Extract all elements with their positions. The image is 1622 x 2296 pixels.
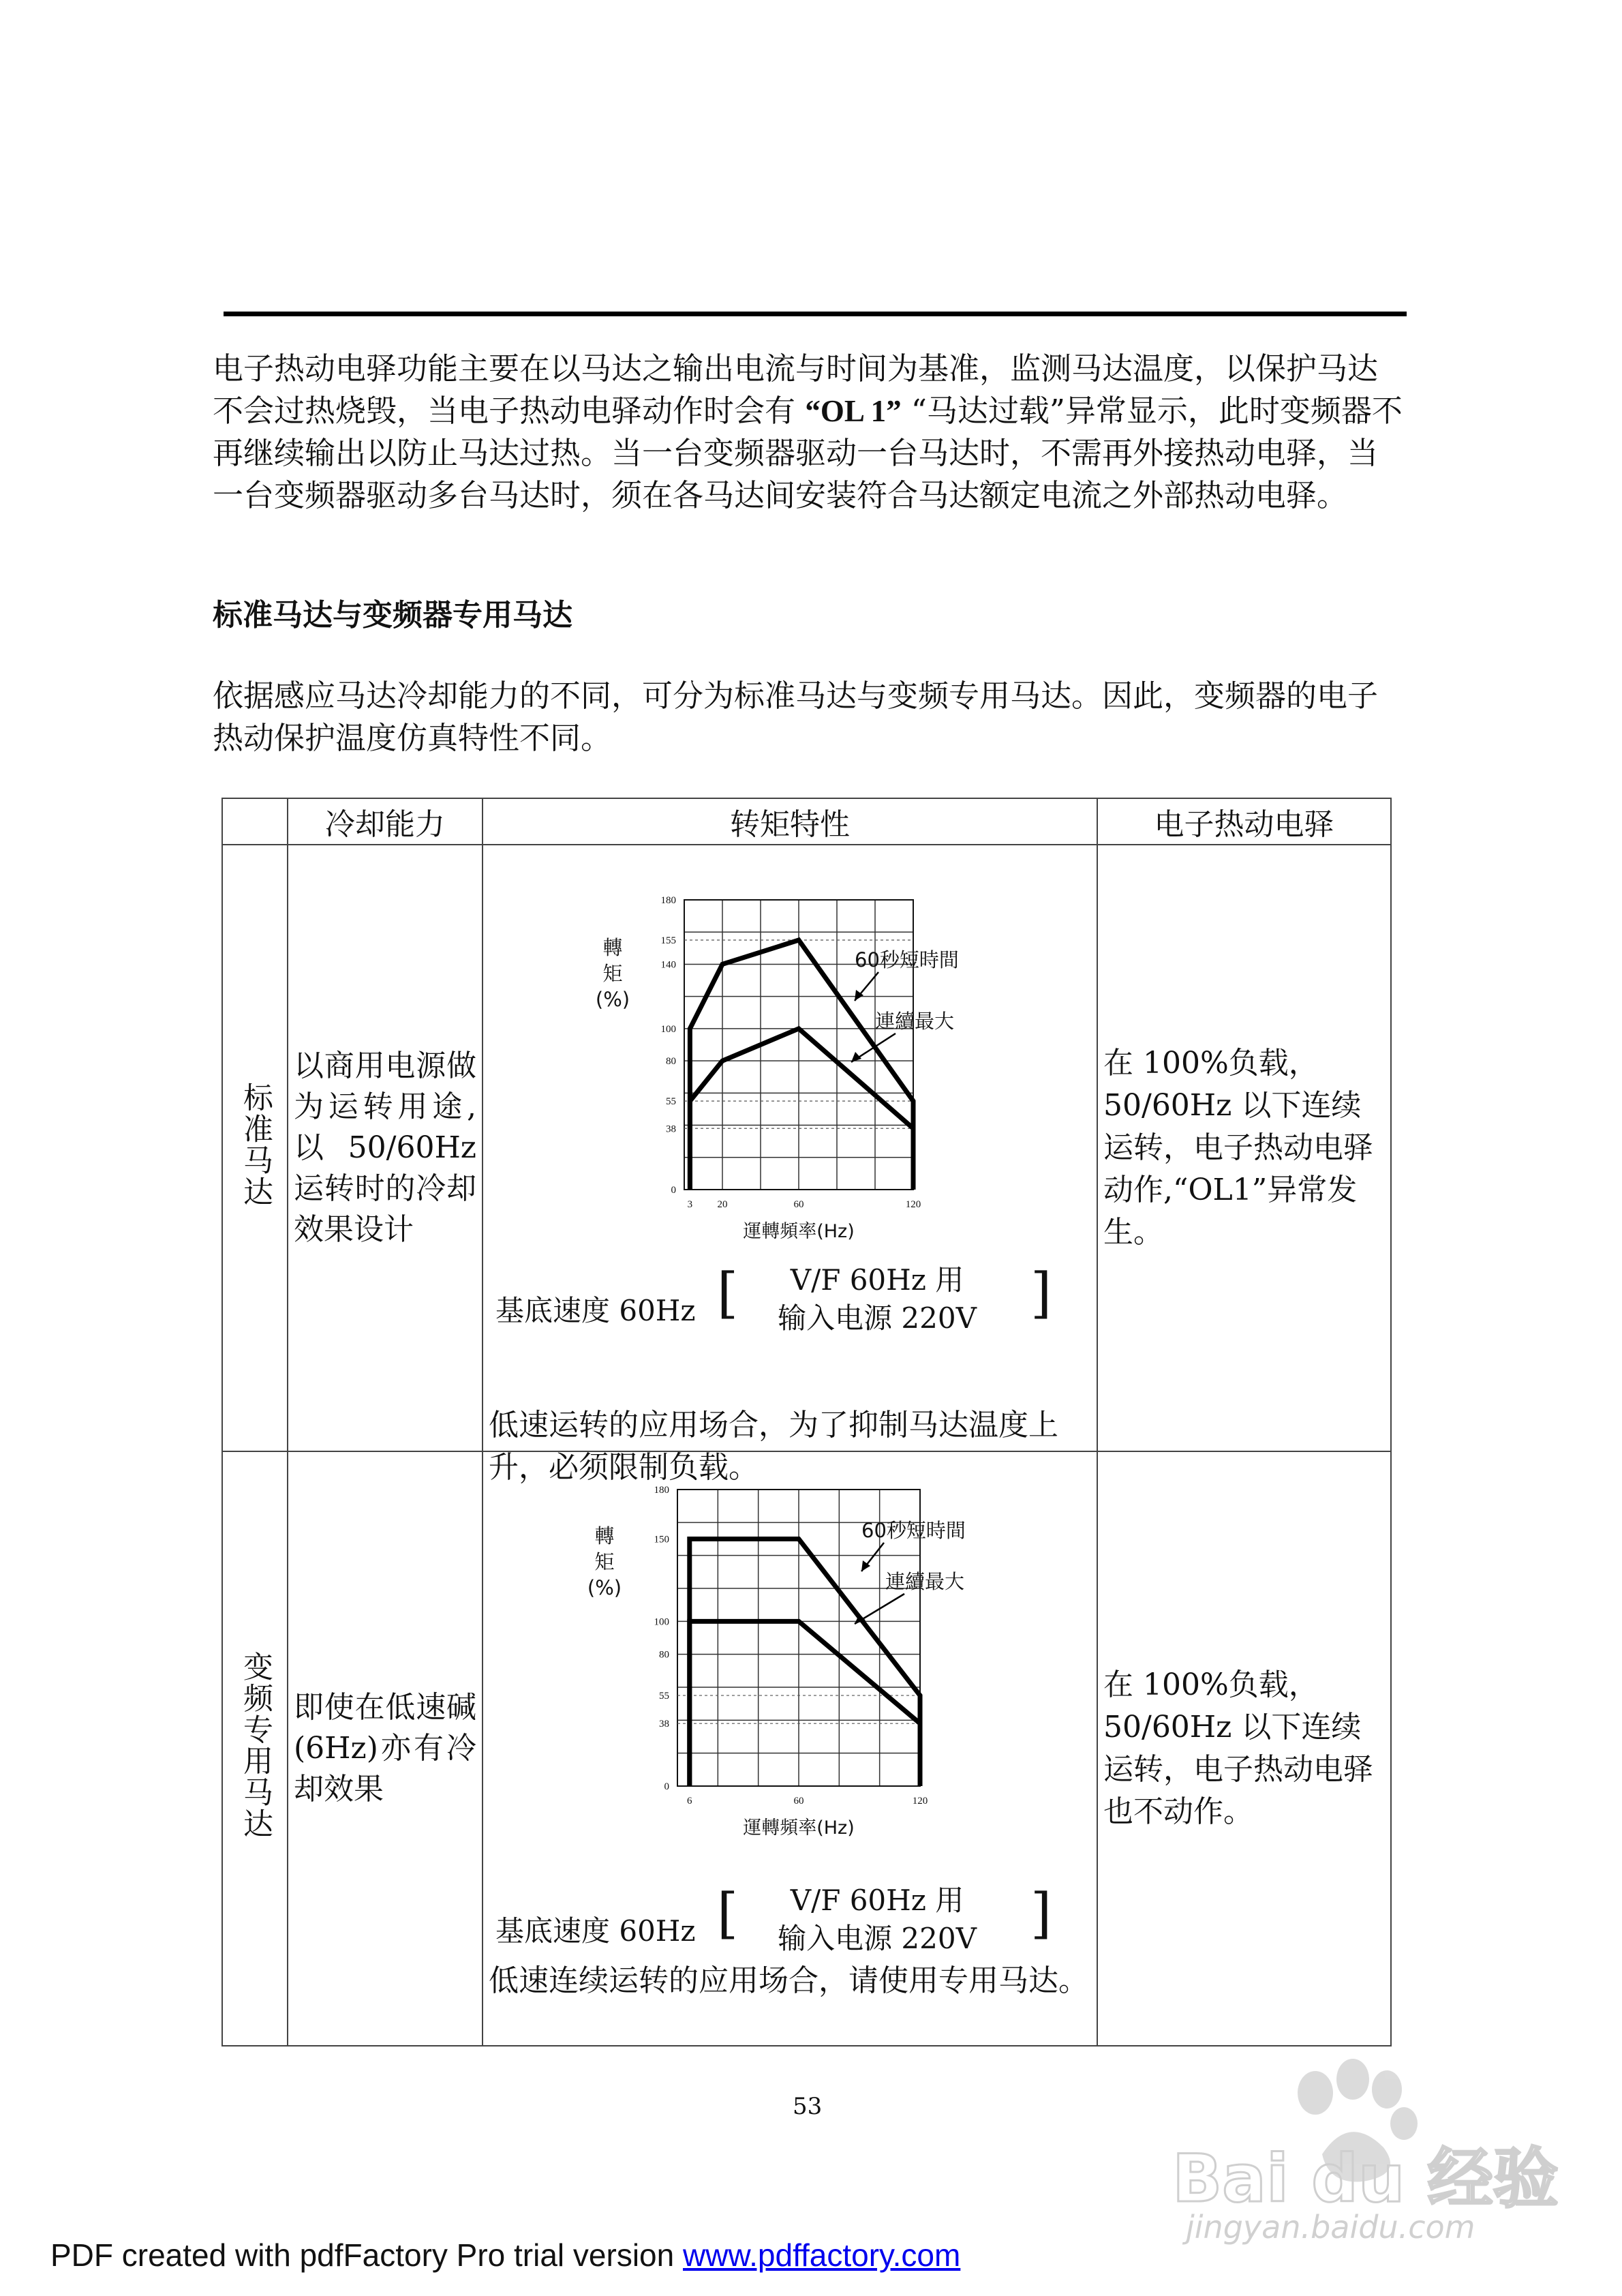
table-row	[222, 845, 1391, 1451]
x-axis-label: 運轉頻率(Hz)	[743, 1817, 855, 1839]
y-tick-label: 55	[659, 1691, 669, 1702]
x-tick-label: 20	[717, 1199, 728, 1210]
y-tick-label: 155	[660, 935, 676, 947]
x-tick-label: 120	[912, 1796, 928, 1807]
y-tick-label: 80	[666, 1056, 676, 1068]
bracket-left: [	[717, 1261, 739, 1325]
intro-text-a: 电子热动电驿功能主要在以马达之输出电流与时间为基准，监测马达温度，以保护马达不会过热烧毁，当电子热动电驿动作时会有	[213, 350, 1379, 429]
x-tick-label: 60	[793, 1199, 804, 1210]
intro-paragraph	[213, 348, 1407, 517]
y-tick-label: 0	[671, 1185, 676, 1196]
y-tick-label: 55	[666, 1096, 676, 1108]
vf-block	[768, 1261, 986, 1338]
header-cell-torque: 转矩特性	[483, 798, 1097, 845]
y-tick-label: 180	[660, 895, 676, 906]
y-axis-label-1: 轉	[602, 936, 623, 959]
vf-line1: V/F 60Hz 用	[790, 1884, 964, 1917]
ol1-code: “OL 1”	[805, 394, 902, 428]
y-tick-label: 0	[664, 1781, 669, 1792]
motor-type-cell	[222, 845, 288, 1451]
y-tick-label: 100	[654, 1616, 669, 1628]
torque-note: 低速运转的应用场合，为了抑制马达温度上升，必须限制负载。	[489, 1408, 1058, 1485]
torque-chart	[483, 845, 1097, 1268]
y-axis-label-3: (%)	[595, 988, 630, 1011]
series-label: 連續最大	[875, 1010, 955, 1033]
torque-note: 低速连续运转的应用场合，请使用专用马达。	[489, 1963, 1088, 1998]
motor-type-label: 变频专用马达	[238, 1650, 273, 1839]
vf-line2: 输入电源 220V	[778, 1301, 977, 1335]
y-axis-label-2: 矩	[602, 962, 623, 985]
series-label: 60秒短時間	[861, 1519, 966, 1542]
relay-cell: 在 100%负载，50/60Hz 以下连续运转，电子热动电驿也不动作。	[1097, 1451, 1391, 2046]
y-axis-label-3: (%)	[587, 1576, 622, 1599]
cooling-cell: 即使在低速碱(6Hz)亦有冷却效果	[288, 1451, 483, 2046]
watermark-url: jingyan.baidu.com	[1186, 2209, 1475, 2246]
vf-block	[768, 1882, 986, 1958]
table-header-row	[222, 798, 1391, 845]
y-tick-label: 150	[654, 1534, 669, 1545]
torque-cell	[483, 1451, 1097, 2046]
cooling-cell: 以商用电源做为运转用途,以50/60Hz运转时的冷却效果设计	[288, 845, 483, 1451]
torque-cell	[483, 845, 1097, 1485]
header-cell-empty	[222, 798, 288, 845]
header-cell-cooling: 冷却能力	[288, 798, 483, 845]
motor-comparison-table	[221, 798, 1392, 2046]
series-line	[690, 940, 913, 1190]
bracket-right: ]	[1030, 1261, 1052, 1325]
x-tick-label: 120	[905, 1199, 921, 1210]
relay-cell: 在 100%负载，50/60Hz 以下连续运转，电子热动电驿动作,“OL1”异常发生。	[1097, 845, 1391, 1451]
table-row	[222, 1451, 1391, 2046]
x-tick-label: 60	[793, 1796, 804, 1807]
y-tick-label: 100	[660, 1023, 676, 1035]
y-tick-label: 38	[666, 1123, 676, 1135]
x-tick-label: 6	[687, 1796, 692, 1807]
section-heading: 标准马达与变频器专用马达	[213, 598, 572, 633]
footer-link[interactable]: www.pdffactory.com	[683, 2237, 961, 2273]
motor-type-label: 标准马达	[238, 1081, 273, 1207]
y-tick-label: 80	[659, 1649, 669, 1661]
base-speed-block	[495, 1882, 1095, 1957]
series-label: 連續最大	[885, 1570, 965, 1593]
base-speed-block	[495, 1261, 1095, 1336]
baidu-watermark	[1159, 2045, 1581, 2250]
intro-text-b: “马达过载”异常显示，此时变频器不再继续输出以防止马达过热。当一台变频器驱动一台马达时，不需再外接热动电驿，当一台变频器驱动多台马达时，须在各马达间安装符合马达额定电流之外部热动电驿。	[213, 393, 1403, 513]
pdf-footer	[50, 2237, 960, 2274]
x-tick-label: 3	[687, 1199, 693, 1210]
base-speed-label: 基底速度 60Hz	[495, 1294, 696, 1327]
y-axis-label-2: 矩	[594, 1550, 615, 1573]
header-rule	[224, 312, 1407, 316]
watermark-brand: Bai du 经验	[1172, 2141, 1559, 2217]
motor-type-cell	[222, 1451, 288, 2046]
y-axis-label-1: 轉	[594, 1524, 615, 1547]
y-tick-label: 140	[660, 959, 676, 971]
x-axis-label: 運轉頻率(Hz)	[743, 1221, 855, 1242]
section-paragraph: 依据感应马达冷却能力的不同，可分为标准马达与变频专用马达。因此，变频器的电子热动保护温度仿真特性不同。	[213, 678, 1379, 756]
y-tick-label: 180	[654, 1485, 669, 1496]
torque-chart	[483, 1452, 1097, 1875]
base-speed-label: 基底速度 60Hz	[495, 1914, 696, 1948]
vf-line1: V/F 60Hz 用	[790, 1263, 964, 1297]
series-line	[690, 1621, 920, 1786]
series-label: 60秒短時間	[855, 948, 959, 971]
bracket-right: ]	[1030, 1882, 1052, 1945]
footer-text: PDF created with pdfFactory Pro trial version	[50, 2237, 683, 2273]
page-number: 53	[793, 2093, 823, 2120]
header-cell-relay: 电子热动电驿	[1097, 798, 1391, 845]
vf-line2: 输入电源 220V	[778, 1922, 977, 1955]
bracket-left: [	[717, 1882, 739, 1945]
y-tick-label: 38	[659, 1719, 669, 1730]
